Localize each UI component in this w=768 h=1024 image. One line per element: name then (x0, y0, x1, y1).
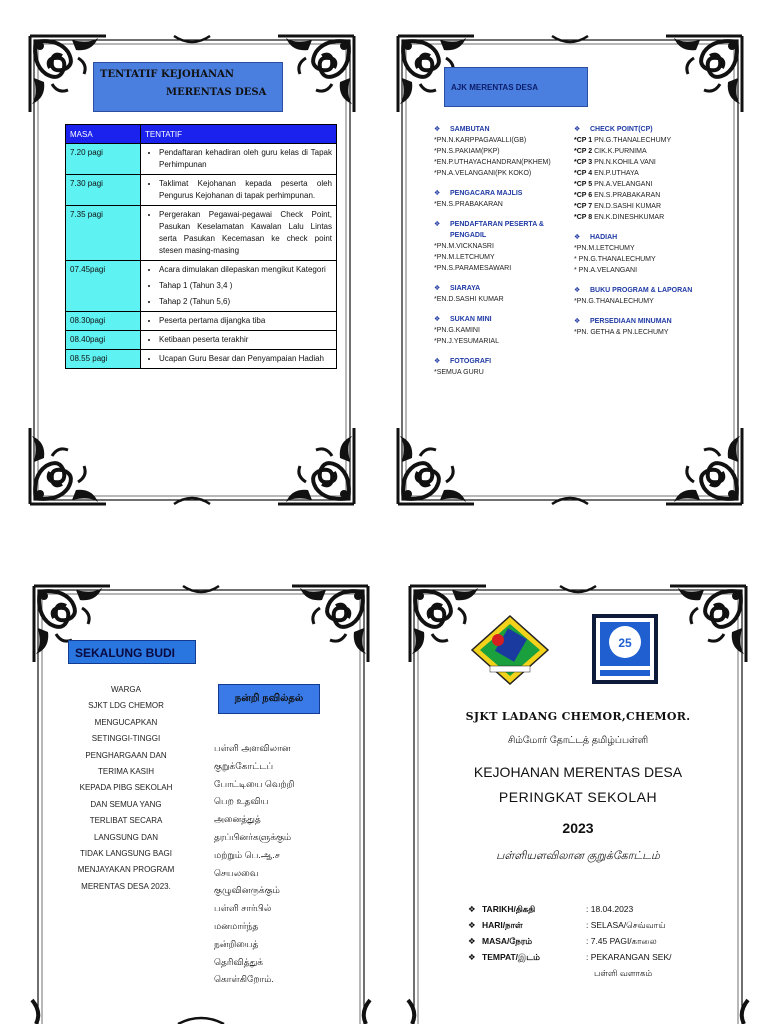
detail-label (468, 936, 586, 948)
activity-cell (141, 261, 337, 312)
checkpoint-member (574, 212, 714, 223)
ajk-title: AJK MERENTAS DESA (444, 67, 588, 107)
detail-label-text: MASA/நேரம் (482, 936, 533, 946)
committee-member: *EN.P.UTHAYACHANDRAN(PKHEM) (434, 159, 551, 166)
detail-label-text: HARI/நாள் (482, 920, 523, 930)
tentatif-title-line1: TENTATIF KEJOHANAN (100, 69, 235, 80)
detail-row (468, 904, 748, 920)
appreciation-line: SJKT LDG CHEMOR (88, 701, 164, 711)
tentatif-page (24, 30, 360, 510)
checkpoint-name: EN.P.UTHAYA (592, 170, 639, 177)
committee-member: *PN.M.LETCHUMY (574, 245, 635, 252)
appreciation-line: LANGSUNG DAN (93, 832, 158, 842)
activity-item: • Ucapan Guru Besar dan Penyampaian Hadiah (159, 353, 332, 365)
detail-row (468, 952, 748, 968)
detail-row (468, 920, 748, 936)
detail-row (468, 968, 748, 984)
checkpoint-member (574, 157, 714, 168)
tamil-line: பள்ளி சார்பில் (214, 903, 272, 914)
tamil-line: மற்றும் பெ.ஆ.ச (214, 849, 280, 860)
checkpoint-label: *CP 2 (574, 148, 593, 155)
committee-heading (574, 316, 714, 327)
activity-list (145, 147, 332, 171)
tamil-line: போட்டியை வெற்றி (214, 778, 295, 789)
tamil-line: கொள்கிறோம். (214, 974, 274, 985)
committee-heading (574, 232, 714, 243)
event-title-line1: KEJOHANAN MERENTAS DESA (473, 764, 683, 780)
checkpoint-label: *CP 5 (574, 181, 593, 188)
committee-member: *PN.G.THANALECHUMY (574, 298, 654, 305)
committee-heading (434, 219, 574, 241)
sekalung-budi-title: SEKALUNG BUDI (68, 640, 196, 664)
checkpoint-member (574, 179, 714, 190)
table-row (66, 144, 337, 175)
table-row (66, 350, 337, 369)
diamond-bullet-icon: ❖ (574, 287, 581, 294)
committee-heading (574, 285, 714, 296)
activity-list (145, 178, 332, 202)
checkpoint-member (574, 146, 714, 157)
svg-text:25: 25 (618, 636, 632, 650)
diamond-bullet-icon: ❖ (434, 126, 441, 133)
time-cell: 7.20 pagi (66, 144, 141, 175)
committee-heading-text: CHECK POINT(CP) (590, 126, 653, 133)
school-name: SJKT LADANG CHEMOR,CHEMOR. (465, 710, 691, 723)
activity-cell (141, 175, 337, 206)
diamond-bullet-icon: ❖ (574, 126, 581, 133)
appreciation-line: MENJAYAKAN PROGRAM (77, 865, 175, 875)
committee-member: *PN.M.VICKNASRI (434, 243, 494, 250)
committee-heading-text: SIARAYA (450, 285, 481, 292)
time-cell: 08.40pagi (66, 331, 141, 350)
event-title-line2: PERINGKAT SEKOLAH (498, 789, 658, 805)
activity-item: • Pendaftaran kehadiran oleh guru kelas di Tapak Perhimpunan (159, 147, 332, 171)
committee-heading (434, 124, 574, 135)
checkpoint-label: *CP 6 (574, 192, 593, 199)
tentatif-title-line2: MERENTAS DESA (166, 87, 267, 98)
activity-cell (141, 331, 337, 350)
ajk-right-column (574, 124, 714, 338)
school-name-tamil: சிம்மோர் தோட்டத் தமிழ்ப்பள்ளி (507, 735, 649, 746)
committee-heading-text: PERSEDIAAN MINUMAN (590, 318, 672, 325)
committee-member: *EN.S.PRABAKARAN (434, 201, 503, 208)
header-tentatif: TENTATIF (141, 125, 337, 144)
diamond-bullet-icon: ❖ (434, 221, 441, 228)
checkpoint-label: *CP 1 (574, 137, 593, 144)
header-masa: MASA (66, 125, 141, 144)
committee-member: * PN.A.VELANGANI (574, 267, 638, 274)
committee-member: *PN.G.KAMINI (434, 327, 480, 334)
committee-member: *PN.A.VELANGANI(PK KOKO) (434, 170, 532, 177)
activity-list (145, 209, 332, 257)
checkpoint-name: PN.G.THANALECHUMY (592, 137, 672, 144)
committee-heading-text: PENDAFTARAN PESERTA & PENGADIL (450, 221, 544, 239)
committee-member: *PN.M.LETCHUMY (434, 254, 495, 261)
checkpoint-name: EN.K.DINESHKUMAR (592, 214, 665, 221)
detail-label (468, 920, 586, 932)
appreciation-text (62, 682, 190, 895)
time-cell: 08.55 pagi (66, 350, 141, 369)
committee-heading (434, 188, 574, 199)
checkpoint-name: EN.S.PRABAKARAN (592, 192, 661, 199)
checkpoint-name: PN.A.VELANGANI (592, 181, 653, 188)
committee-member: *EN.D.SASHI KUMAR (434, 296, 504, 303)
checkpoint-name: EN.D.SASHI KUMAR (592, 203, 662, 210)
committee-heading-text: FOTOGRAFI (450, 358, 492, 365)
diamond-bullet-icon: ❖ (468, 904, 476, 914)
checkpoint-member (574, 190, 714, 201)
activity-item: • Taklimat Kejohanan kepada peserta oleh Pengurus Kejohanan di tapak perhimpunan. (159, 178, 332, 202)
activity-cell (141, 206, 337, 261)
diamond-bullet-icon: ❖ (468, 920, 476, 930)
table-row (66, 312, 337, 331)
time-cell: 7.35 pagi (66, 206, 141, 261)
tamil-line: பள்ளி அளவிலான (214, 743, 291, 753)
activity-cell (141, 144, 337, 175)
committee-heading-text: PENGACARA MAJLIS (450, 190, 523, 197)
committee-heading (434, 356, 574, 367)
time-cell: 07.45pagi (66, 261, 141, 312)
appreciation-line: MENGUCAPKAN (94, 717, 158, 727)
detail-label-text: TEMPAT/இடம் (482, 952, 540, 962)
appreciation-line: WARGA (111, 685, 141, 694)
diamond-bullet-icon: ❖ (434, 285, 441, 292)
tamil-line: குறுக்கோட்டப் (214, 760, 274, 771)
table-row (66, 331, 337, 350)
appreciation-line: TERLIBAT SECARA (89, 816, 163, 826)
checkpoint-member (574, 168, 714, 179)
detail-row (468, 936, 748, 952)
appreciation-line: TERIMA KASIH (97, 767, 154, 777)
tamil-line: தரப்பினர்களுக்கும் (214, 831, 292, 842)
checkpoint-label: *CP 8 (574, 214, 593, 221)
activity-item: • Tahap 1 (Tahun 3,4 ) (159, 280, 332, 292)
activity-item: • Tahap 2 (Tahun 5,6) (159, 296, 332, 308)
appreciation-line: DAN SEMUA YANG (90, 799, 162, 809)
committee-heading-text: HADIAH (590, 234, 618, 241)
diamond-bullet-icon: ❖ (434, 316, 441, 323)
detail-label-text: TARIKH/திகதி (482, 904, 536, 914)
tamil-line: அனைத்துத் (214, 814, 261, 825)
appreciation-line: PENGHARGAAN DAN (85, 750, 167, 760)
event-details (468, 904, 748, 984)
committee-heading-text: SUKAN MINI (450, 316, 492, 323)
committee-member: *PN.J.YESUMARIAL (434, 338, 499, 345)
table-row (66, 261, 337, 312)
time-cell: 08.30pagi (66, 312, 141, 331)
activity-item: • Pergerakan Pegawai-pegawai Check Point, Pasukan Keselamatan Kawalan Lalu Lintas serta Pasukan Kecemasan ke check point stesen masing-masing (159, 209, 332, 257)
checkpoint-name: CIK.K.PURNIMA (592, 148, 647, 155)
activity-list (145, 334, 332, 346)
activity-item: • Acara dimulakan dilepaskan mengikut Kategori (159, 264, 332, 276)
diamond-bullet-icon: ❖ (574, 318, 581, 325)
committee-member: *SEMUA GURU (434, 369, 484, 376)
tamil-line: நன்றியைத் (214, 938, 259, 949)
anniversary-logo-icon (592, 614, 658, 684)
tamil-line: பெற உதவிய (214, 796, 269, 807)
diamond-bullet-icon: ❖ (468, 936, 476, 946)
checkpoint-member (574, 201, 714, 212)
diamond-bullet-icon: ❖ (434, 358, 441, 365)
detail-label (468, 904, 586, 916)
cover-page (404, 580, 752, 1024)
activity-cell (141, 312, 337, 331)
checkpoint-label: *CP 4 (574, 170, 593, 177)
tamil-appreciation-text (214, 740, 324, 989)
checkpoint-member (574, 135, 714, 146)
time-cell: 7.30 pagi (66, 175, 141, 206)
checkpoint-label: *CP 3 (574, 159, 593, 166)
diamond-bullet-icon: ❖ (434, 190, 441, 197)
committee-member: * PN.G.THANALECHUMY (574, 256, 656, 263)
tentatif-title-box (93, 62, 283, 112)
appreciation-line: KEPADA PIBG SEKOLAH (79, 783, 173, 793)
checkpoint-label: *CP 7 (574, 203, 593, 210)
tamil-line: மனமார்ந்த (214, 920, 259, 931)
committee-member: *PN. GETHA & PN.LECHUMY (574, 329, 669, 336)
event-title-tamil: பள்ளியளவிலான குறுக்கோட்டம் (496, 850, 660, 862)
detail-value: : SELASA/செவ்வாய் (586, 920, 666, 930)
ajk-left-column (434, 124, 574, 378)
schedule-table (65, 124, 337, 369)
committee-member: *PN.S.PARAMESAWARI (434, 265, 512, 272)
school-logo-icon (470, 614, 550, 686)
committee-member: *PN.N.KARPPAGAVALLI(GB) (434, 137, 527, 144)
detail-value-continued: பள்ளி வளாகம் (594, 968, 653, 978)
tamil-line: குழுவினருக்கும் (214, 885, 280, 896)
committee-member: *PN.S.PAKIAM(PKP) (434, 148, 500, 155)
activity-list (145, 353, 332, 365)
activity-list (145, 264, 332, 308)
activity-cell (141, 350, 337, 369)
detail-value: : PEKARANGAN SEK/ (586, 952, 672, 962)
committee-heading (574, 124, 714, 135)
checkpoint-name: PN.N.KOHILA VANI (592, 159, 656, 166)
appreciation-line: SETINGGI-TINGGI (91, 734, 161, 744)
diamond-bullet-icon: ❖ (468, 952, 476, 962)
activity-list (145, 315, 332, 327)
tamil-title: நன்றி நவில்தல் (218, 684, 320, 714)
detail-label (468, 952, 586, 964)
table-row (66, 206, 337, 261)
sekalung-budi-page (28, 580, 374, 1024)
appreciation-line: TIDAK LANGSUNG BAGI (79, 849, 173, 859)
committee-heading-text: SAMBUTAN (450, 126, 490, 133)
detail-value: : 7.45 PAGI/காலை (586, 936, 657, 946)
tamil-line: தெரிவித்துக் (214, 956, 264, 967)
table-row (66, 175, 337, 206)
committee-heading (434, 314, 574, 325)
diamond-bullet-icon: ❖ (574, 234, 581, 241)
appreciation-line: MERENTAS DESA 2023. (81, 881, 171, 891)
ajk-page (392, 30, 748, 510)
tamil-line: செயலவை (214, 867, 259, 878)
committee-heading (434, 283, 574, 294)
event-year: 2023 (562, 820, 594, 836)
detail-value: : 18.04.2023 (586, 904, 634, 914)
committee-heading-text: BUKU PROGRAM & LAPORAN (590, 287, 693, 294)
activity-item: • Peserta pertama dijangka tiba (159, 315, 332, 327)
activity-item: • Ketibaan peserta terakhir (159, 334, 332, 346)
